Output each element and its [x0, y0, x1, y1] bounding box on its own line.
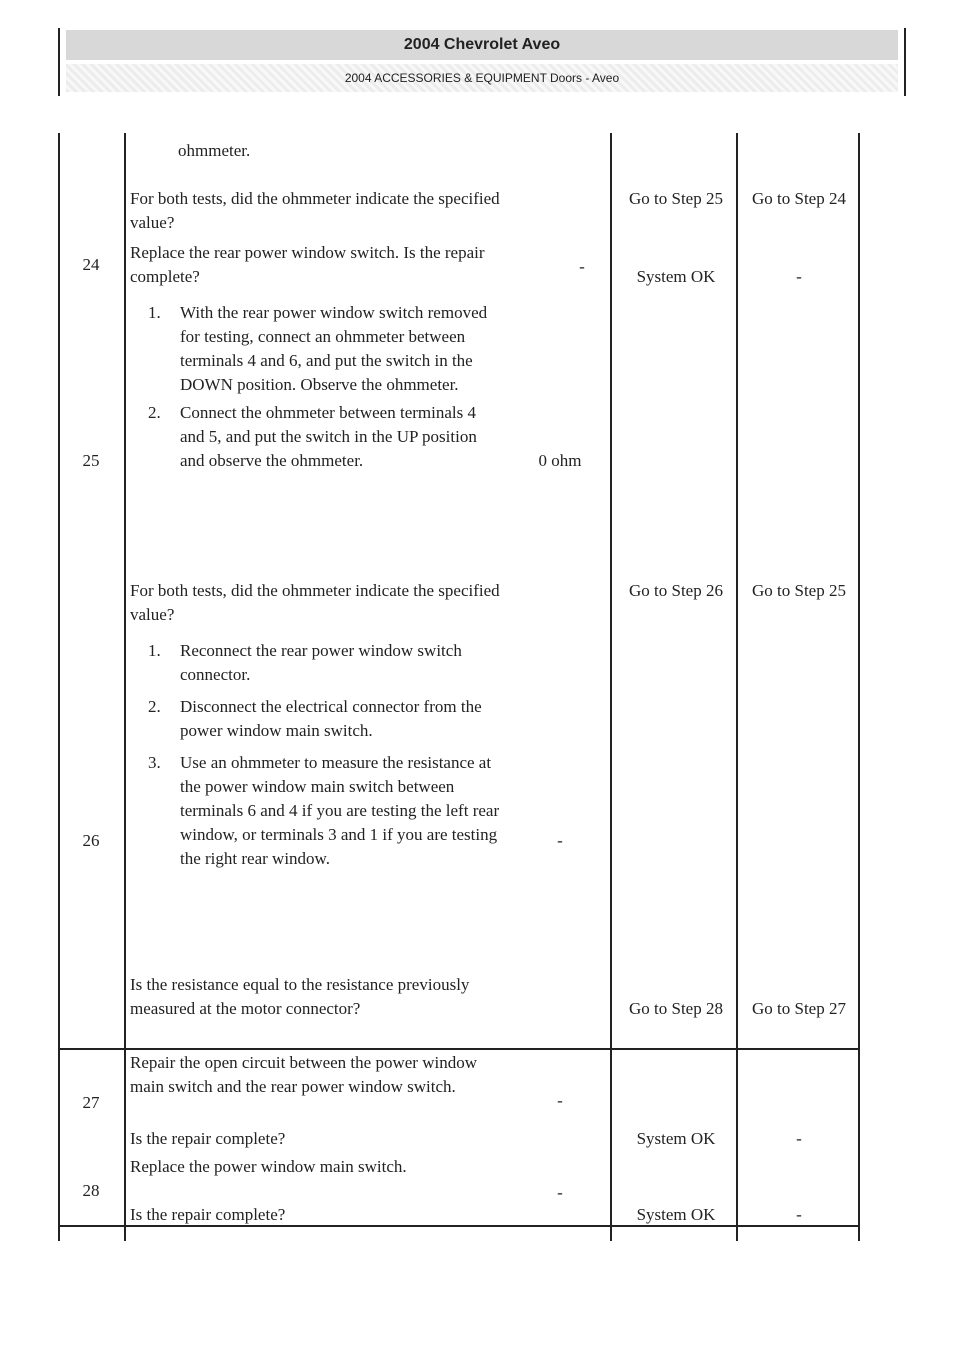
question-text: Is the resistance equal to the resistance previously measured at the motor connector?: [130, 975, 470, 1018]
list-item: 1. With the rear power window switch removed for testing, connect an ohmmeter between terminals 4 and 6, and put the switch in the DOWN position. Observe the ohmmeter.: [148, 303, 488, 394]
list-item: 3. Use an ohmmeter to measure the resistance at the power window main switch between terminals 6 and 4 if you are testing the left rear window, or terminals 3 and 1 if you are testing the right rear window.: [148, 753, 500, 868]
yes-action: System OK: [636, 1129, 716, 1148]
question-text: Is the repair complete?: [130, 1205, 286, 1224]
step-number: 26: [82, 831, 100, 850]
step-number: 28: [82, 1181, 100, 1200]
question-text: Is the repair complete?: [130, 1129, 286, 1148]
table-rule: [124, 133, 126, 1241]
no-action: Go to Step 24: [752, 189, 846, 208]
table-rule: [58, 1048, 860, 1050]
no-action: Go to Step 27: [752, 999, 846, 1018]
procedure-list: [130, 301, 490, 473]
step-number: 27: [82, 1093, 100, 1112]
value-cell: -: [557, 1183, 563, 1202]
repair-text: Replace the power window main switch.: [130, 1157, 407, 1176]
no-action: -: [796, 1129, 802, 1148]
document-header: [58, 28, 906, 96]
step-number: 24: [82, 255, 100, 274]
value-cell: -: [579, 257, 585, 276]
yes-action: Go to Step 28: [629, 999, 723, 1018]
value-cell: 0 ohm: [538, 451, 582, 470]
question-text: For both tests, did the ohmmeter indicate the specified value?: [130, 581, 500, 624]
yes-action: Go to Step 26: [629, 581, 723, 600]
table-rule: [610, 133, 612, 1241]
instruction-text: ohmmeter.: [178, 141, 251, 160]
procedure-list: [130, 639, 505, 871]
yes-action: Go to Step 25: [629, 189, 723, 208]
diagnostic-table: [58, 133, 860, 1241]
question-text: For both tests, did the ohmmeter indicate the specified value?: [130, 189, 500, 232]
value-cell: -: [557, 1091, 563, 1110]
table-rule: [858, 133, 860, 1241]
no-action: -: [796, 1205, 802, 1224]
list-item: 2. Connect the ohmmeter between terminals 4 and 5, and put the switch in the UP position and observe the ohmmeter.: [148, 403, 477, 470]
yes-action: System OK: [636, 1205, 716, 1224]
document-subtitle: 2004 ACCESSORIES & EQUIPMENT Doors - Aveo: [66, 64, 898, 92]
list-item: 2. Disconnect the electrical connector from the power window main switch.: [148, 697, 482, 740]
step-number: 25: [82, 451, 100, 470]
repair-text: Repair the open circuit between the power window main switch and the rear power window switch.: [130, 1053, 477, 1096]
table-rule: [58, 133, 60, 1241]
repair-text: Replace the rear power window switch. Is the repair complete?: [130, 243, 485, 286]
no-action: Go to Step 25: [752, 581, 846, 600]
no-action: -: [796, 267, 802, 286]
list-item: 1. Reconnect the rear power window switch connector.: [148, 641, 462, 684]
value-cell: -: [557, 831, 563, 850]
document-title: 2004 Chevrolet Aveo: [66, 30, 898, 60]
table-rule: [736, 133, 738, 1241]
yes-action: System OK: [636, 267, 716, 286]
